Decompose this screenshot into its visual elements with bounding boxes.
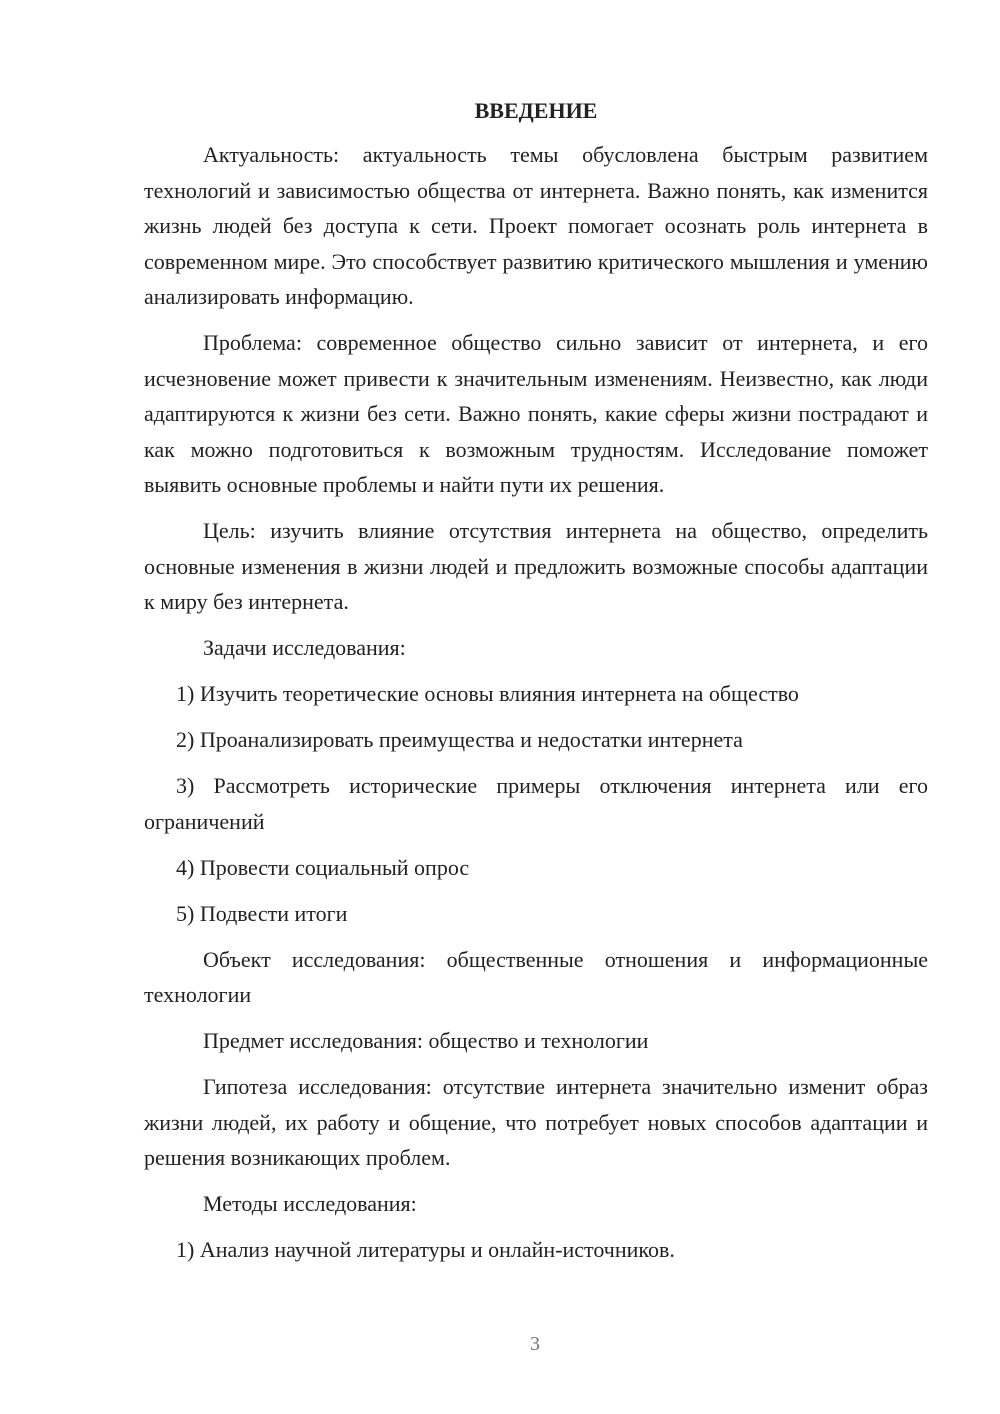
task-item: 5) Подвести итоги xyxy=(176,900,348,926)
task-item: 4) Провести социальный опрос xyxy=(176,854,470,880)
paragraph-relevance: Актуальность: актуальность темы обусловлена быстрым развитием технологий и зависимостью общества от интернета. Важно понять, как изменится жизнь людей без доступа к сети. Проект помогает осознать роль интернета в современном мире. Это способствует развитию критического мышления и умению анализировать информацию. xyxy=(144,142,928,309)
task-item: 2) Проанализировать преимущества и недостатки интернета xyxy=(176,727,743,752)
paragraph-object: Объект исследования: общественные отношения и информационные технологии xyxy=(144,946,928,1007)
document-page xyxy=(144,95,928,1278)
task-item: 1) Изучить теоретические основы влияния интернета на общество xyxy=(176,681,799,706)
method-item: 1) Анализ научной литературы и онлайн-источников. xyxy=(176,1237,675,1262)
paragraph-goal: Цель: изучить влияние отсутствия интернета на общество, определить основные изменения в жизни людей и предложить возможные способы адаптации к миру без интернета. xyxy=(144,518,928,614)
tasks-heading: Задачи исследования: xyxy=(203,635,406,660)
page-number: 3 xyxy=(530,1333,540,1355)
paragraph-hypothesis: Гипотеза исследования: отсутствие интернета значительно изменит образ жизни людей, их работу и общение, что потребует новых способов адаптации и решения возникающих проблем. xyxy=(144,1074,928,1170)
methods-heading: Методы исследования: xyxy=(203,1191,417,1216)
page-title: ВВЕДЕНИЕ xyxy=(474,98,598,123)
paragraph-problem: Проблема: современное общество сильно зависит от интернета, и его исчезновение может привести к значительным изменениям. Неизвестно, как люди адаптируются к жизни без сети. Важно понять, какие сферы жизни пострадают и как можно подготовиться к возможным трудностям. Исследование поможет выявить основные проблемы и найти пути их решения. xyxy=(144,330,928,497)
task-item: 3) Рассмотреть исторические примеры отключения интернета или его ограничений xyxy=(144,773,928,834)
paragraph-subject: Предмет исследования: общество и технологии xyxy=(203,1028,649,1053)
